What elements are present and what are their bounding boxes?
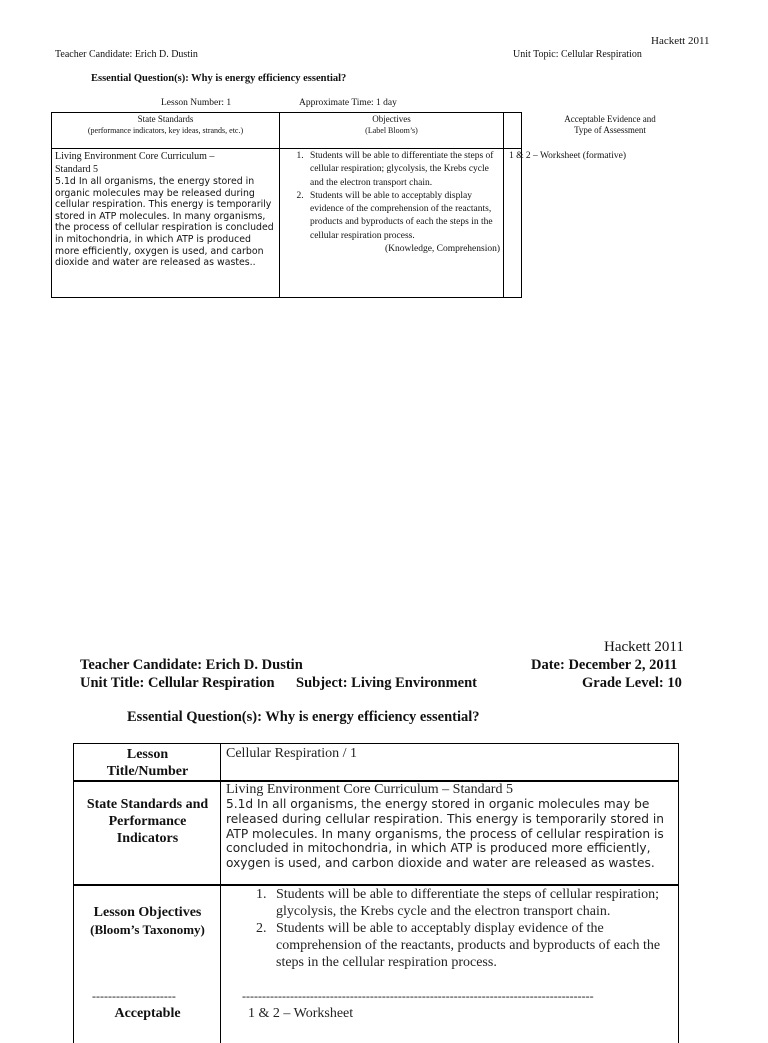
page2-teacher: Teacher Candidate: Erich D. Dustin: [80, 657, 303, 673]
page1-col-evidence: Acceptable Evidence and Type of Assessment: [564, 114, 656, 135]
page2-grade: Grade Level: 10: [582, 675, 682, 691]
page1-approx-time: Approximate Time: 1 day: [299, 98, 397, 108]
page1-lesson-table: [51, 112, 656, 298]
page2-acceptable-label: Acceptable: [114, 1006, 181, 1021]
page2-standards-title: Living Environment Core Curriculum – Standard 5: [226, 782, 513, 797]
page2-objective-item: 1. Students will be able to differentiate the steps of cellular respiration; glycolysis, the Krebs cycle and the electron transport chain.: [270, 886, 676, 920]
page2-date: Date: December 2, 2011: [531, 657, 678, 673]
page2-evidence-value: 1 & 2 – Worksheet: [248, 1006, 354, 1021]
page2-lesson-title-value: Cellular Respiration / 1: [226, 746, 358, 761]
page2-subject: Subject: Living Environment: [296, 675, 478, 691]
page1-col-state-standards: State Standards (performance indicators, key ideas, strands, etc.): [87, 114, 244, 135]
page2-standards-cell: [226, 782, 676, 871]
page2-standards-label: State Standards and Performance Indicators: [86, 797, 209, 846]
page2-header-right: Hackett 2011: [604, 639, 684, 655]
page2-objective-item: 2. Students will be able to acceptably display evidence of the comprehension of the reactants, products and byproducts of each the steps in the cellular respiration process.: [270, 920, 676, 971]
page1-standard-text: 5.1d In all organisms, the energy stored in organic molecules may be released during cellular respiration. This energy is temporarily stored in ATP molecules. In many organisms, the process of cellular respiration is concluded in mitochondria, in which ATP is produced more efficiently, oxygen is used, and carbon dioxide and water are released as wastes..: [55, 176, 274, 269]
page2-objectives-list: [226, 886, 676, 971]
page1-unit-topic: Unit Topic: Cellular Respiration: [513, 49, 642, 60]
page1-teacher: Teacher Candidate: Erich D. Dustin: [55, 49, 198, 60]
page2-unit-title: Unit Title: Cellular Respiration: [80, 675, 275, 691]
page1-standard-title2: Standard 5: [55, 164, 99, 175]
page1-objectives-cell: [292, 150, 502, 256]
page1-blooms: (Knowledge, Comprehension): [384, 244, 500, 255]
page2-standards-text: 5.1d In all organisms, the energy stored in organic molecules may be released during cellular respiration. This energy is temporarily stored in ATP molecules. In many organisms, the process of cellular respiration is concluded in mitochondria, in which ATP is produced more efficiently, oxygen is used, and carbon dioxide and water are released as wastes.: [226, 797, 664, 871]
page2-dash-right: ----------------------------------------------------------------------------------------: [242, 989, 594, 1003]
page2-objectives-cell: [226, 886, 676, 971]
page1-col-objectives: Objectives (Label Bloom’s): [365, 114, 418, 135]
page2-dash-left: ---------------------: [92, 989, 176, 1003]
page1-objective-item: 2. Students will be able to acceptably display evidence of the comprehension of the reactants, products and byproducts of each the steps in the cellular respiration process.: [306, 190, 502, 243]
page1-objectives-list: [292, 150, 502, 243]
page1-standard-cell: [55, 150, 275, 269]
page2-objectives-label: Lesson Objectives (Bloom’s Taxonomy): [90, 905, 205, 937]
page1-evidence: 1 & 2 – Worksheet (formative): [509, 151, 626, 161]
page1-objective-item: 1. Students will be able to differentiate the steps of cellular respiration; glycolysis, the Krebs cycle and the electron transport chain.: [306, 150, 502, 190]
page1-essential-question: Essential Question(s): Why is energy efficiency essential?: [91, 73, 347, 84]
page2-lesson-title-label: Lesson Title/Number: [106, 747, 189, 779]
page1-standard-title: Living Environment Core Curriculum –: [55, 151, 215, 162]
page2-lesson-table: [73, 743, 679, 1043]
page1-lesson-number: Lesson Number: 1: [161, 98, 232, 108]
page1-header-right: Hackett 2011: [651, 35, 710, 47]
page2-essential-question: Essential Question(s): Why is energy efficiency essential?: [127, 709, 480, 725]
